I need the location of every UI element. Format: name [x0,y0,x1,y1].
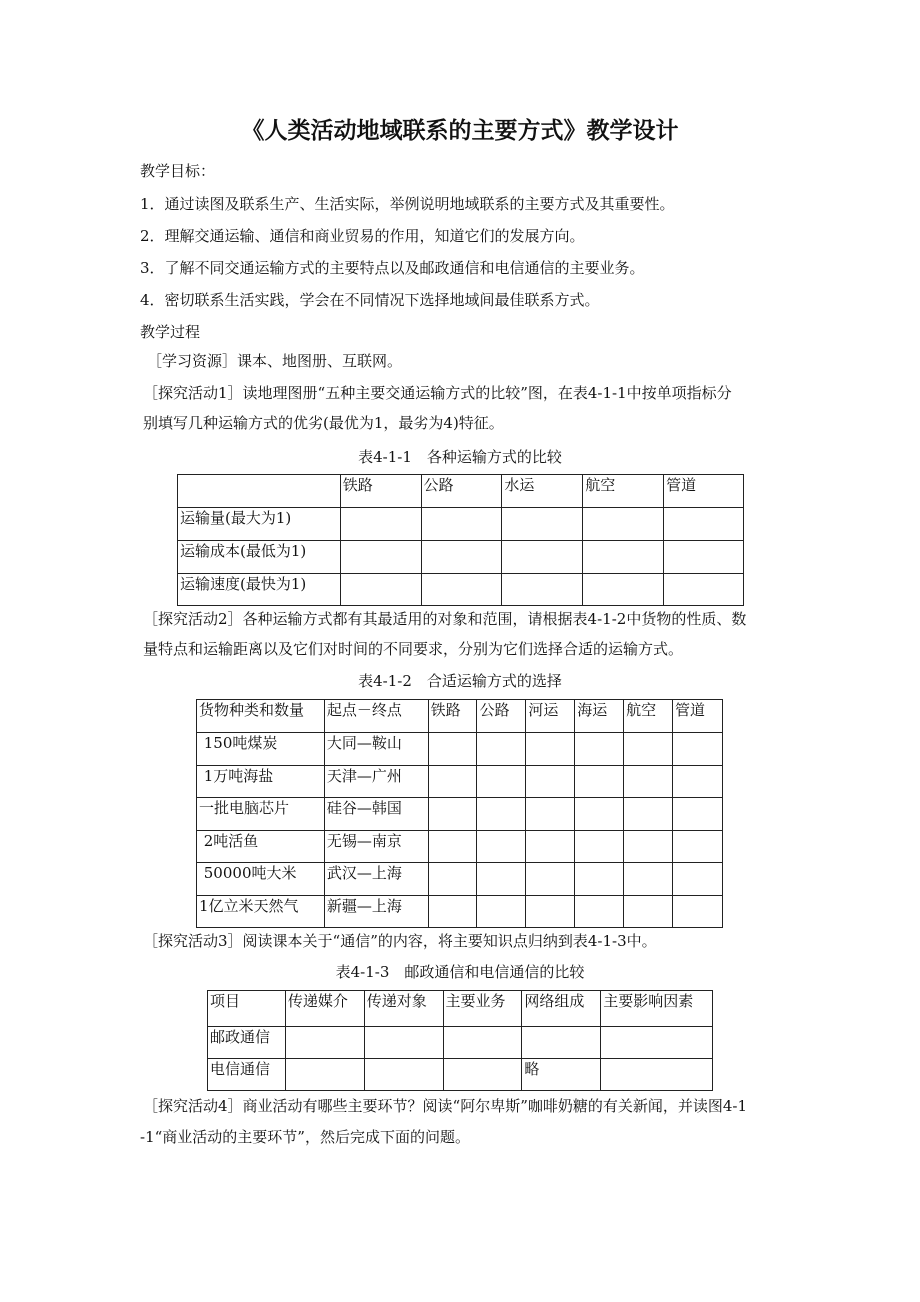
process-heading: 教学过程 [140,323,201,341]
table-1-caption: 表4-1-1 各种运输方式的比较 [358,448,562,466]
table-1-header [178,475,341,508]
cargo-cell: 一批电脑芯片 [197,798,325,831]
activity-1-line-2: 别填写几种运输方式的优劣(最优为1，最劣为4)特征。 [143,414,504,432]
table-row [197,733,723,766]
table-3-header: 主要影响因素 [601,991,713,1027]
table-row [208,1027,713,1059]
cargo-cell: 1亿立米天然气 [197,896,325,928]
table-row [197,831,723,863]
table-2-header: 铁路 [428,700,477,733]
cargo-cell: 1万吨海盐 [197,766,325,798]
activity-2-line-2: 量特点和运输距离以及它们对时间的不同要求，分别为它们选择合适的运输方式。 [143,640,684,658]
cargo-cell: 2吨活鱼 [197,831,325,863]
table-1-header: 铁路 [340,475,421,508]
table-1-header: 公路 [421,475,502,508]
row-label: 运输量(最大为1) [178,508,341,541]
table-1-header: 管道 [664,475,744,508]
table-1-transport-comparison [177,474,744,606]
table-3-caption: 表4-1-3 邮政通信和电信通信的比较 [335,963,585,981]
table-row [178,508,744,541]
table-3-header: 传递对象 [364,991,443,1027]
route-cell: 无锡—南京 [324,831,428,863]
table-1-header: 水运 [502,475,583,508]
route-cell: 大同—鞍山 [324,733,428,766]
table-row [208,1059,713,1091]
table-3-header: 项目 [208,991,286,1027]
objectives-heading: 教学目标： [140,162,216,180]
document-title: 《人类活动地域联系的主要方式》教学设计 [241,118,679,144]
activity-2-line-1: ［探究活动2］各种运输方式都有其最适用的对象和范围，请根据表4-1-2中货物的性质、数 [143,610,747,628]
table-2-header: 起点－终点 [324,700,428,733]
table-2-caption: 表4-1-2 合适运输方式的选择 [358,672,562,690]
route-cell: 新疆—上海 [324,896,428,928]
row-label: 运输速度(最快为1) [178,574,341,606]
table-2-header: 海运 [575,700,624,733]
table-2-header: 公路 [477,700,526,733]
objective-3: 3．了解不同交通运输方式的主要特点以及邮政通信和电信通信的主要业务。 [140,259,645,277]
activity-3-line: ［探究活动3］阅读课本关于“通信”的内容，将主要知识点归纳到表4-1-3中。 [143,932,657,950]
table-2-header: 航空 [624,700,673,733]
resources-line: ［学习资源］课本、地图册、互联网。 [147,352,403,370]
route-cell: 硅谷—韩国 [324,798,428,831]
table-2-header: 货物种类和数量 [197,700,325,733]
table-1-header: 航空 [583,475,664,508]
table-3-header: 主要业务 [443,991,522,1027]
activity-4-line-2: -1“商业活动的主要环节”，然后完成下面的问题。 [140,1128,470,1146]
row-label: 电信通信 [208,1059,286,1091]
activity-4-line-1: ［探究活动4］商业活动有哪些主要环节？阅读“阿尔卑斯”咖啡奶糖的有关新闻，并读图4-1 [143,1097,748,1115]
table-3-header: 传递媒介 [285,991,364,1027]
table-3-header: 网络组成 [522,991,601,1027]
network-cell: 略 [522,1059,601,1091]
row-label: 邮政通信 [208,1027,286,1059]
route-cell: 武汉—上海 [324,863,428,896]
table-row [197,863,723,896]
table-2-transport-selection [196,699,723,928]
route-cell: 天津—广州 [324,766,428,798]
table-row [178,574,744,606]
table-row [197,766,723,798]
row-label: 运输成本(最低为1) [178,541,341,574]
table-3-communication-comparison [207,990,713,1091]
objective-4: 4．密切联系生活实践，学会在不同情况下选择地域间最佳联系方式。 [140,291,600,309]
table-2-header: 管道 [673,700,723,733]
cargo-cell: 50000吨大米 [197,863,325,896]
table-row [197,798,723,831]
objective-1: 1．通过读图及联系生产、生活实际，举例说明地域联系的主要方式及其重要性。 [140,195,675,213]
cargo-cell: 150吨煤炭 [197,733,325,766]
activity-1-line-1: ［探究活动1］读地理图册“五种主要交通运输方式的比较”图，在表4-1-1中按单项指标分 [143,384,732,402]
objective-2: 2．理解交通运输、通信和商业贸易的作用，知道它们的发展方向。 [140,227,585,245]
table-row [178,541,744,574]
table-2-header: 河运 [526,700,575,733]
table-row [197,896,723,928]
